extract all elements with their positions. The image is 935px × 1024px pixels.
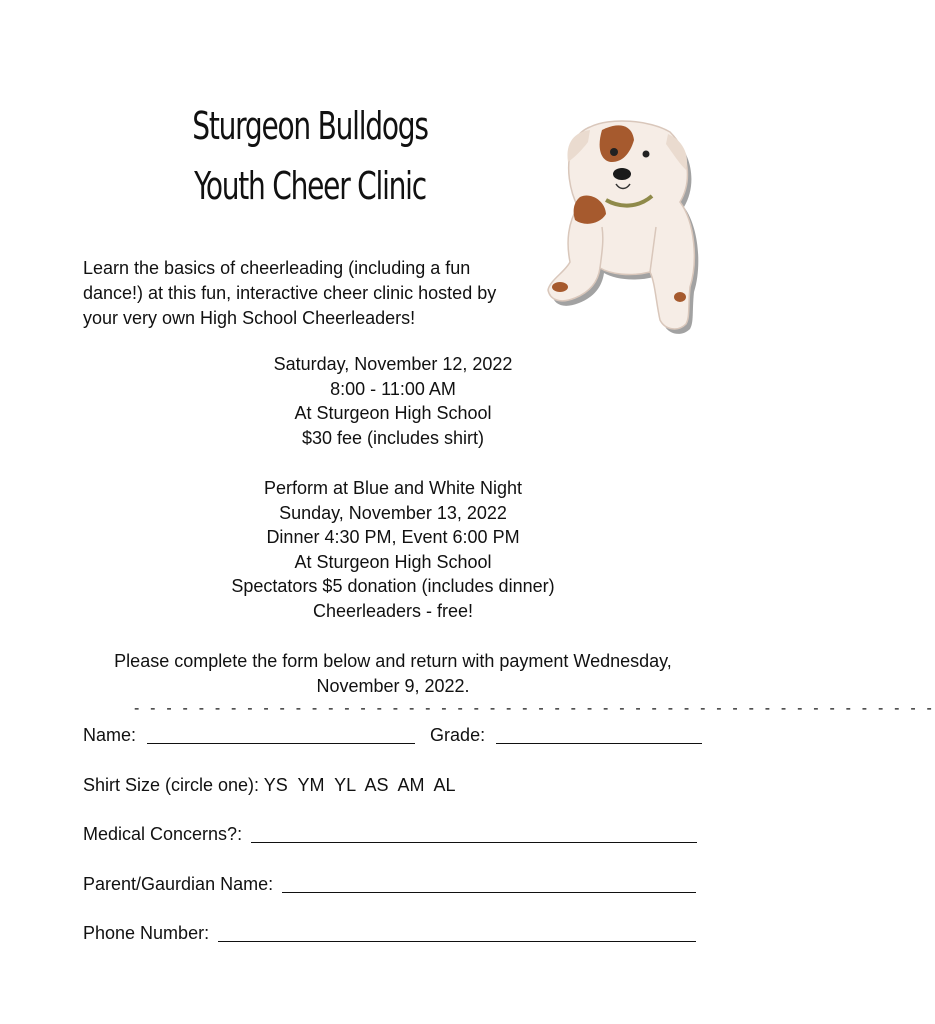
shirt-size-options[interactable]: YS YM YL AS AM AL [263,775,456,795]
clinic-time: 8:00 - 11:00 AM [330,378,456,399]
performance-location: At Sturgeon High School [294,551,492,572]
instructions-line-1: Please complete the form below and return with payment Wednesday, [114,651,672,671]
form-instructions [0,649,786,698]
clinic-location: At Sturgeon High School [294,403,492,424]
parent-row [83,874,696,895]
performance-details [0,476,786,624]
name-grade-row [83,725,702,746]
medical-row [83,824,697,845]
name-label: Name: [83,725,137,745]
shirt-size-label: Shirt Size (circle one): [83,775,260,795]
intro-line-1: Learn the basics of cheerleading (including a fun [83,258,471,278]
parent-label: Parent/Gaurdian Name: [83,874,274,894]
medical-field[interactable] [251,824,697,843]
flyer-title-line-1: Sturgeon Bulldogs [192,104,428,148]
phone-label: Phone Number: [83,923,210,943]
performance-date: Sunday, November 13, 2022 [279,502,507,523]
grade-field[interactable] [496,725,702,744]
bulldog-puppy-icon [530,112,710,342]
phone-field[interactable] [218,923,696,942]
performance-heading: Perform at Blue and White Night [263,478,523,498]
intro-line-3: your very own High School Cheerleaders! [83,308,416,328]
grade-label: Grade: [430,725,486,745]
spectator-fee: Spectators $5 donation (includes dinner) [231,576,555,597]
clinic-fee: $30 fee (includes shirt) [301,427,485,448]
name-field[interactable] [147,725,415,744]
intro-paragraph [83,256,533,331]
phone-row [83,923,696,944]
parent-field[interactable] [282,874,696,893]
cut-line-divider: - - - - - - - - - - - - - - - - - - - - - - - - - - - - - - - - - - - - - - - - - - - - - - - - - - [134,700,935,717]
medical-label: Medical Concerns?: [83,824,243,844]
intro-line-2: dance!) at this fun, interactive cheer clinic hosted by [83,283,497,303]
clinic-details [0,352,786,450]
shirt-size-row [83,775,456,796]
cheerleader-fee: Cheerleaders - free! [312,600,474,621]
flyer-title-line-2: Youth Cheer Clinic [194,164,426,208]
instructions-line-2: November 9, 2022. [316,675,470,696]
clinic-date: Saturday, November 12, 2022 [273,354,513,374]
performance-times: Dinner 4:30 PM, Event 6:00 PM [266,527,520,548]
